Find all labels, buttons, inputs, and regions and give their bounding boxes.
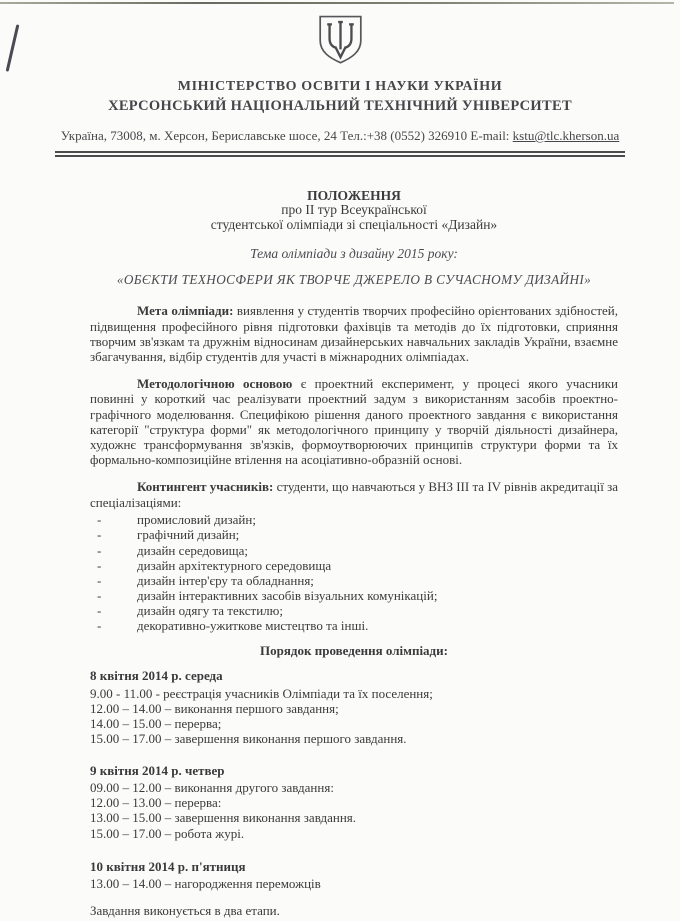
list-item [90, 618, 618, 633]
address-text: Україна, 73008, м. Херсон, Бериславське шосе, 24 Тел.:+38 (0552) 326910 E-mail: [60, 128, 513, 143]
paragraph-participants [90, 479, 618, 509]
list-item [90, 527, 618, 542]
list-dash: - [97, 542, 102, 558]
closing-note: Завдання виконується в два етапи. [90, 902, 280, 918]
list-item [90, 558, 618, 573]
schedule-day-3 [90, 859, 618, 892]
schedule-heading: Порядок проведення олімпіади: [260, 643, 448, 659]
schedule-item: 12.00 – 13.00 – перерва: [90, 795, 222, 811]
scan-artifact-top-edge [0, 2, 674, 4]
list-item-text: дизайн інтерактивних засобів візуальних комунікацій; [137, 587, 438, 603]
schedule-day-2-date: 9 квітня 2014 р. четвер [90, 762, 225, 778]
title-block [90, 188, 618, 261]
schedule-day-2 [90, 763, 618, 841]
address-line [0, 128, 680, 144]
ukraine-trident-emblem-icon [317, 15, 364, 65]
paragraph-methodology-text: є проектний експеримент, у процесі якого учасники повинні у короткий час реалізувати проектний задум з використанням засобів проектно-графічного моделювання. Специфікою рішення даного проектного завдання є використання категорії "структура форми" як методологічного принципу у творчій діяльності дизайнера, художнє трансформування зв'язків, формоутворюючих принципів структури форми та їх формально-композиційне втілення на асоціативно-образній основі. [90, 376, 618, 468]
schedule-item: 13.00 – 14.00 – нагородження переможців [90, 876, 321, 892]
list-dash: - [97, 512, 102, 528]
theme-label: Тема олімпіади з дизайну 2015 року: [250, 246, 458, 261]
list-item-text: промисловий дизайн; [137, 512, 256, 528]
schedule-item: 15.00 – 17.00 – робота журі. [90, 825, 245, 841]
paragraph-goal [90, 303, 618, 364]
list-item-text: дизайн архітектурного середовища [137, 557, 332, 573]
list-item-text: декоративно-ужиткове мистецтво та інші. [137, 618, 369, 633]
schedule-day-3-date: 10 квітня 2014 р. п'ятниця [90, 859, 246, 875]
paragraph-goal-lead: Мета олімпіади: [137, 303, 234, 319]
schedule-item: 12.00 – 14.00 – виконання першого завдання; [90, 700, 339, 716]
olympiad-theme: «ОБЄКТИ ТЕХНОСФЕРИ ЯК ТВОРЧЕ ДЖЕРЕЛО В СУЧАСНОМУ ДИЗАЙНІ» [116, 272, 592, 288]
document-body [0, 157, 680, 918]
schedule-item: 14.00 – 15.00 – перерва; [90, 716, 222, 732]
list-item-text: дизайн одягу та текстилю; [137, 602, 283, 618]
schedule-day-1-date: 8 квітня 2014 р. середа [90, 668, 223, 684]
list-dash: - [97, 527, 102, 543]
list-item-text: дизайн інтер'єру та обладнання; [137, 572, 314, 588]
list-dash: - [97, 587, 102, 603]
ministry-name: МІНІСТЕРСТВО ОСВІТИ І НАУКИ УКРАЇНИ [177, 79, 503, 94]
schedule-item: 9.00 - 11.00 - реєстрація учасників Олімпіади та їх поселення; [90, 685, 433, 701]
schedule-day-1 [90, 668, 618, 746]
list-item-text: графічний дизайн; [137, 527, 240, 543]
document-title: ПОЛОЖЕННЯ [307, 188, 401, 203]
paragraph-methodology [90, 376, 618, 467]
list-dash: - [97, 572, 102, 588]
list-item-text: дизайн середовища; [137, 542, 249, 558]
title-subline-2: студентської олімпіади зі спеціальності «Дизайн» [210, 216, 498, 232]
schedule-item: 13.00 – 15.00 – завершення виконання завдання. [90, 810, 357, 826]
list-dash: - [97, 602, 102, 618]
list-item [90, 588, 618, 603]
paragraph-methodology-lead: Методологічною основою [137, 376, 293, 392]
list-item [90, 603, 618, 618]
list-item [90, 573, 618, 588]
letterhead [0, 0, 680, 157]
list-item [90, 543, 618, 558]
paragraph-participants-text: студенти, що навчаються у ВНЗ III та IV рівнів акредитації за спеціалізаціями: [90, 479, 619, 510]
paragraph-goal-text: виявлення у студентів творчих професійно орієнтованих здібностей, підвищення професійного рівня підготовки фахівців та методів до їх підготовки, сприяння творчим зв'язкам та дружнім відносинам дизайнерських навчальних закладів України, взаємне збагачування, відбір студентів для участі в міжнародних олімпіадах. [90, 303, 619, 365]
email-text: kstu@tlc.kherson.ua [512, 128, 620, 143]
specializations-list [90, 512, 618, 633]
list-dash: - [97, 557, 102, 573]
paragraph-participants-lead: Контингент учасників: [137, 479, 274, 495]
list-dash: - [97, 618, 102, 633]
schedule-item: 09.00 – 12.00 – виконання другого завдання: [90, 779, 334, 795]
title-subline-1: про II тур Всеукраїнської [281, 202, 427, 217]
university-name: ХЕРСОНСЬКИЙ НАЦІОНАЛЬНИЙ ТЕХНІЧНИЙ УНІВЕРСИТЕТ [108, 98, 572, 114]
schedule-item: 15.00 – 17.00 – завершення виконання першого завдання. [90, 731, 407, 747]
list-item [90, 512, 618, 527]
